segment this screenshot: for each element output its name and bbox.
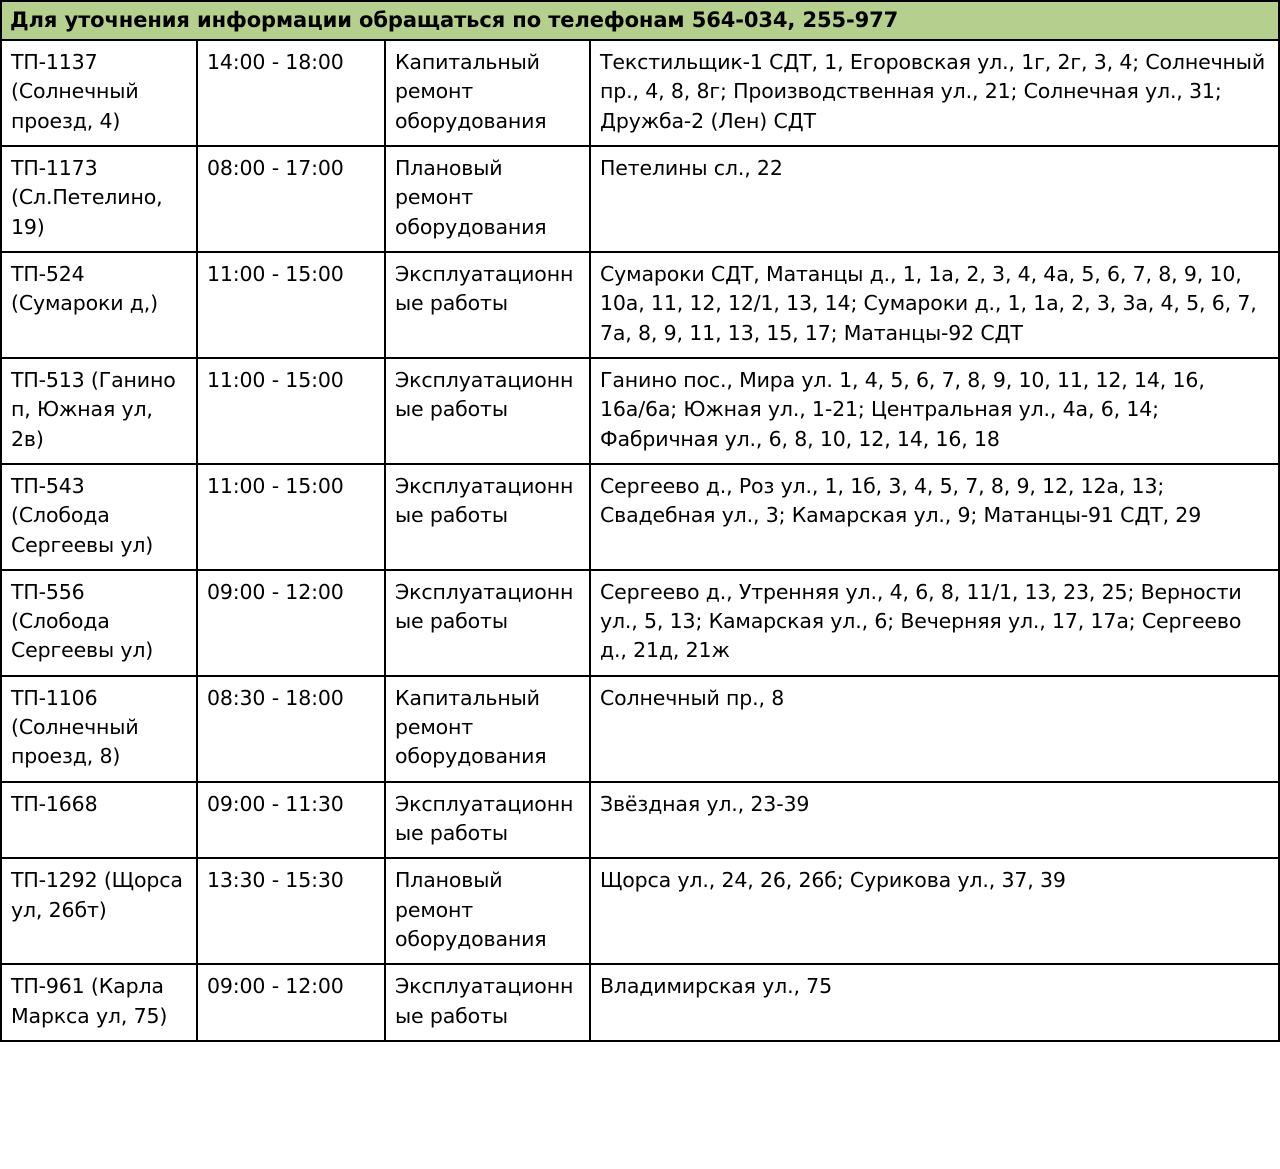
- addresses-cell: Текстильщик-1 СДТ, 1, Егоровская ул., 1г, 2г, 3, 4; Солнечный пр., 4, 8, 8г; Производственная ул., 21; Солнечная ул., 31; Дружба-2 (Лен) СДТ: [590, 40, 1279, 146]
- table-row: [1, 252, 1279, 358]
- reason-cell: Эксплуатационные работы: [385, 964, 590, 1041]
- substation-cell: ТП-524 (Сумароки д,): [1, 252, 197, 358]
- substation-cell: ТП-961 (Карла Маркса ул, 75): [1, 964, 197, 1041]
- reason-cell: Плановый ремонт оборудования: [385, 858, 590, 964]
- table-body: [1, 1, 1279, 1041]
- substation-cell: ТП-543 (Слобода Сергеевы ул): [1, 464, 197, 570]
- time-range-cell: 11:00 - 15:00: [197, 358, 385, 464]
- time-range-cell: 08:30 - 18:00: [197, 676, 385, 782]
- time-range-cell: 11:00 - 15:00: [197, 464, 385, 570]
- reason-cell: Плановый ремонт оборудования: [385, 146, 590, 252]
- table-row: [1, 40, 1279, 146]
- reason-cell: Капитальный ремонт оборудования: [385, 40, 590, 146]
- reason-cell: Эксплуатационные работы: [385, 570, 590, 676]
- addresses-cell: Ганино пос., Мира ул. 1, 4, 5, 6, 7, 8, 9, 10, 11, 12, 14, 16, 16а/6а; Южная ул., 1-21; Центральная ул., 4а, 6, 14; Фабричная ул., 6, 8, 10, 12, 14, 16, 18: [590, 358, 1279, 464]
- addresses-cell: Владимирская ул., 75: [590, 964, 1279, 1041]
- reason-cell: Эксплуатационные работы: [385, 782, 590, 859]
- time-range-cell: 14:00 - 18:00: [197, 40, 385, 146]
- substation-cell: ТП-556 (Слобода Сергеевы ул): [1, 570, 197, 676]
- time-range-cell: 08:00 - 17:00: [197, 146, 385, 252]
- table-row: [1, 964, 1279, 1041]
- table-row: [1, 676, 1279, 782]
- time-range-cell: 09:00 - 12:00: [197, 570, 385, 676]
- addresses-cell: Сергеево д., Роз ул., 1, 1б, 3, 4, 5, 7, 8, 9, 12, 12а, 13; Свадебная ул., 3; Камарская ул., 9; Матанцы-91 СДТ, 29: [590, 464, 1279, 570]
- addresses-cell: Солнечный пр., 8: [590, 676, 1279, 782]
- table-row: [1, 782, 1279, 859]
- addresses-cell: Сергеево д., Утренняя ул., 4, 6, 8, 11/1, 13, 23, 25; Верности ул., 5, 13; Камарская ул., 6; Вечерняя ул., 17, 17а; Сергеево д., 21д, 21ж: [590, 570, 1279, 676]
- reason-cell: Капитальный ремонт оборудования: [385, 676, 590, 782]
- substation-cell: ТП-1292 (Щорса ул, 26бт): [1, 858, 197, 964]
- addresses-cell: Петелины сл., 22: [590, 146, 1279, 252]
- time-range-cell: 11:00 - 15:00: [197, 252, 385, 358]
- time-range-cell: 09:00 - 11:30: [197, 782, 385, 859]
- substation-cell: ТП-1668: [1, 782, 197, 859]
- table-row: [1, 464, 1279, 570]
- time-range-cell: 09:00 - 12:00: [197, 964, 385, 1041]
- substation-cell: ТП-513 (Ганино п, Южная ул, 2в): [1, 358, 197, 464]
- reason-cell: Эксплуатационные работы: [385, 358, 590, 464]
- addresses-cell: Звёздная ул., 23-39: [590, 782, 1279, 859]
- addresses-cell: Щорса ул., 24, 26, 26б; Сурикова ул., 37, 39: [590, 858, 1279, 964]
- addresses-cell: Сумароки СДТ, Матанцы д., 1, 1а, 2, 3, 4, 4а, 5, 6, 7, 8, 9, 10, 10а, 11, 12, 12/1, 13, 14; Сумароки д., 1, 1а, 2, 3, 3а, 4, 5, 6, 7, 7а, 8, 9, 11, 13, 15, 17; Матанцы-92 СДТ: [590, 252, 1279, 358]
- contact-banner-row: [1, 1, 1279, 40]
- substation-cell: ТП-1173 (Сл.Петелино, 19): [1, 146, 197, 252]
- time-range-cell: 13:30 - 15:30: [197, 858, 385, 964]
- table-row: [1, 570, 1279, 676]
- substation-cell: ТП-1137 (Солнечный проезд, 4): [1, 40, 197, 146]
- reason-cell: Эксплуатационные работы: [385, 252, 590, 358]
- contact-banner-text: Для уточнения информации обращаться по телефонам 564-034, 255-977: [1, 1, 1279, 40]
- table-row: [1, 358, 1279, 464]
- substation-cell: ТП-1106 (Солнечный проезд, 8): [1, 676, 197, 782]
- table-row: [1, 858, 1279, 964]
- table-row: [1, 146, 1279, 252]
- reason-cell: Эксплуатационные работы: [385, 464, 590, 570]
